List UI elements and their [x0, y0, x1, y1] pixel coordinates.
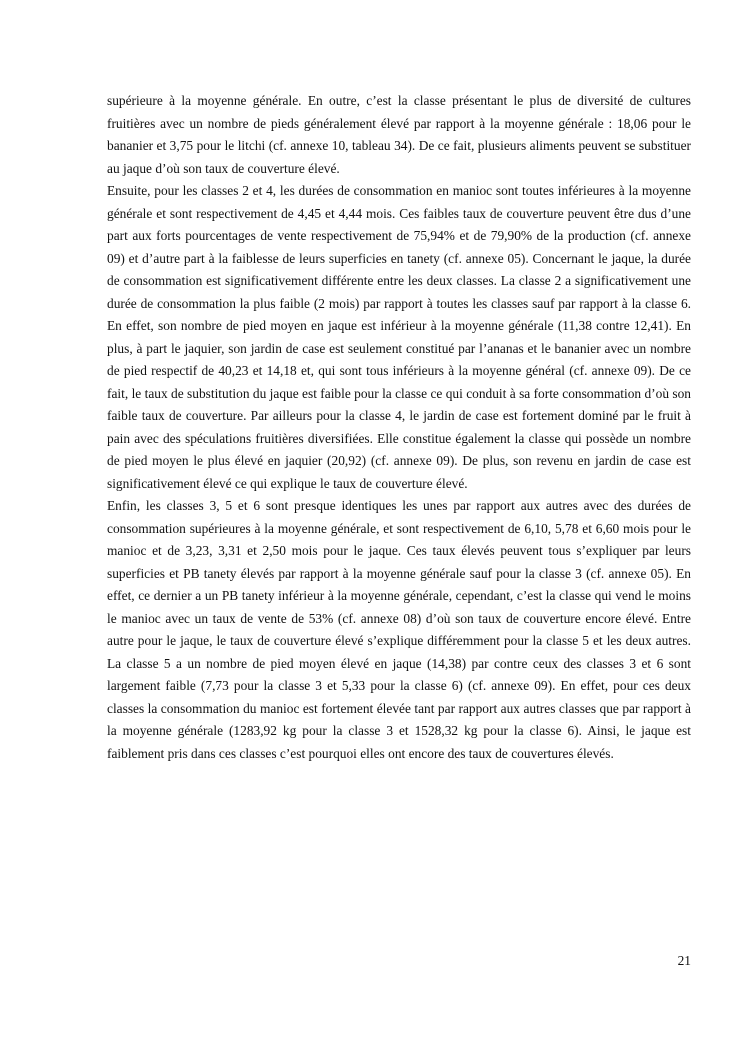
paragraph-continuation: supérieure à la moyenne générale. En outre, c’est la classe présentant le plus de diversité de cultures fruitières avec un nombre de pieds généralement élevé par rapport à la moyenne générale : 18,06 pour le bananier et 3,75 pour le litchi (cf. annexe 10, tableau 34). De ce fait, plusieurs aliments peuvent se substituer au jaque d’où son taux de couverture élevé.: [107, 93, 691, 176]
page-number: 21: [677, 953, 691, 968]
paragraph-classes-3-5-6: Enfin, les classes 3, 5 et 6 sont presque identiques les unes par rapport aux autres avec des durées de consommation supérieures à la moyenne générale, et sont respectivement de 6,10, 5,78 et 6,60 mois pour le manioc et de 3,23, 3,31 et 2,50 mois pour le jaque. Ces taux élevés peuvent tous s’expliquer par leurs superficies et PB tanety élevés par rapport à la moyenne générale sauf pour la classe 3 (cf. annexe 05). En effet, ce dernier a un PB tanety inférieur à la moyenne générale, cependant, c’est la classe qui vend le moins le manioc avec un taux de vente de 53% (cf. annexe 08) d’où son taux de couverture encore élevé. Entre autre pour le jaque, le taux de couverture élevé s’explique différemment pour la classe 5 et les deux autres. La classe 5 a un nombre de pied moyen élevé en jaque (14,38) par contre ceux des classes 3 et 6 sont largement faible (7,73 pour la classe 3 et 5,33 pour la classe 6) (cf. annexe 09). En effet, pour ces deux classes la consommation du manioc est fortement élevée tant par rapport aux autres classes que par rapport à la moyenne générale (1283,92 kg pour la classe 3 et 1528,32 kg pour la classe 6). Ainsi, le jaque est faiblement pris dans ces classes c’est pourquoi elles ont encore des taux de couvertures élevés.: [107, 498, 691, 761]
page-body: [107, 90, 691, 765]
paragraph-classes-2-4: Ensuite, pour les classes 2 et 4, les durées de consommation en manioc sont toutes inférieures à la moyenne générale et sont respectivement de 4,45 et 4,44 mois. Ces faibles taux de couverture peuvent être dus d’une part aux forts pourcentages de vente respectivement de 75,94% et de 79,90% de la production (cf. annexe 09) et d’autre part à la faiblesse de leurs superficies en tanety (cf. annexe 05). Concernant le jaque, la durée de consommation est significativement différente entre les deux classes. La classe 2 a significativement une durée de consommation la plus faible (2 mois) par rapport à toutes les classes sauf par rapport à la classe 6. En effet, son nombre de pied moyen en jaque est inférieur à la moyenne générale (11,38 contre 12,41). En plus, à part le jaquier, son jardin de case est seulement constitué par l’ananas et le bananier avec un nombre de pied respectif de 40,23 et 14,18 et, qui sont tous inférieurs à la moyenne général (cf. annexe 09). De ce fait, le taux de substitution du jaque est faible pour la classe ce qui conduit à sa forte consommation d’où son faible taux de couverture. Par ailleurs pour la classe 4, le jardin de case est fortement dominé par le fruit à pain avec des spéculations fruitières diversifiées. Elle constitue également la classe qui possède un nombre de pied moyen le plus élevé en jaquier (20,92) (cf. annexe 09). De plus, son revenu en jardin de case est significativement élevé ce qui explique le taux de couverture élevé.: [107, 183, 691, 491]
